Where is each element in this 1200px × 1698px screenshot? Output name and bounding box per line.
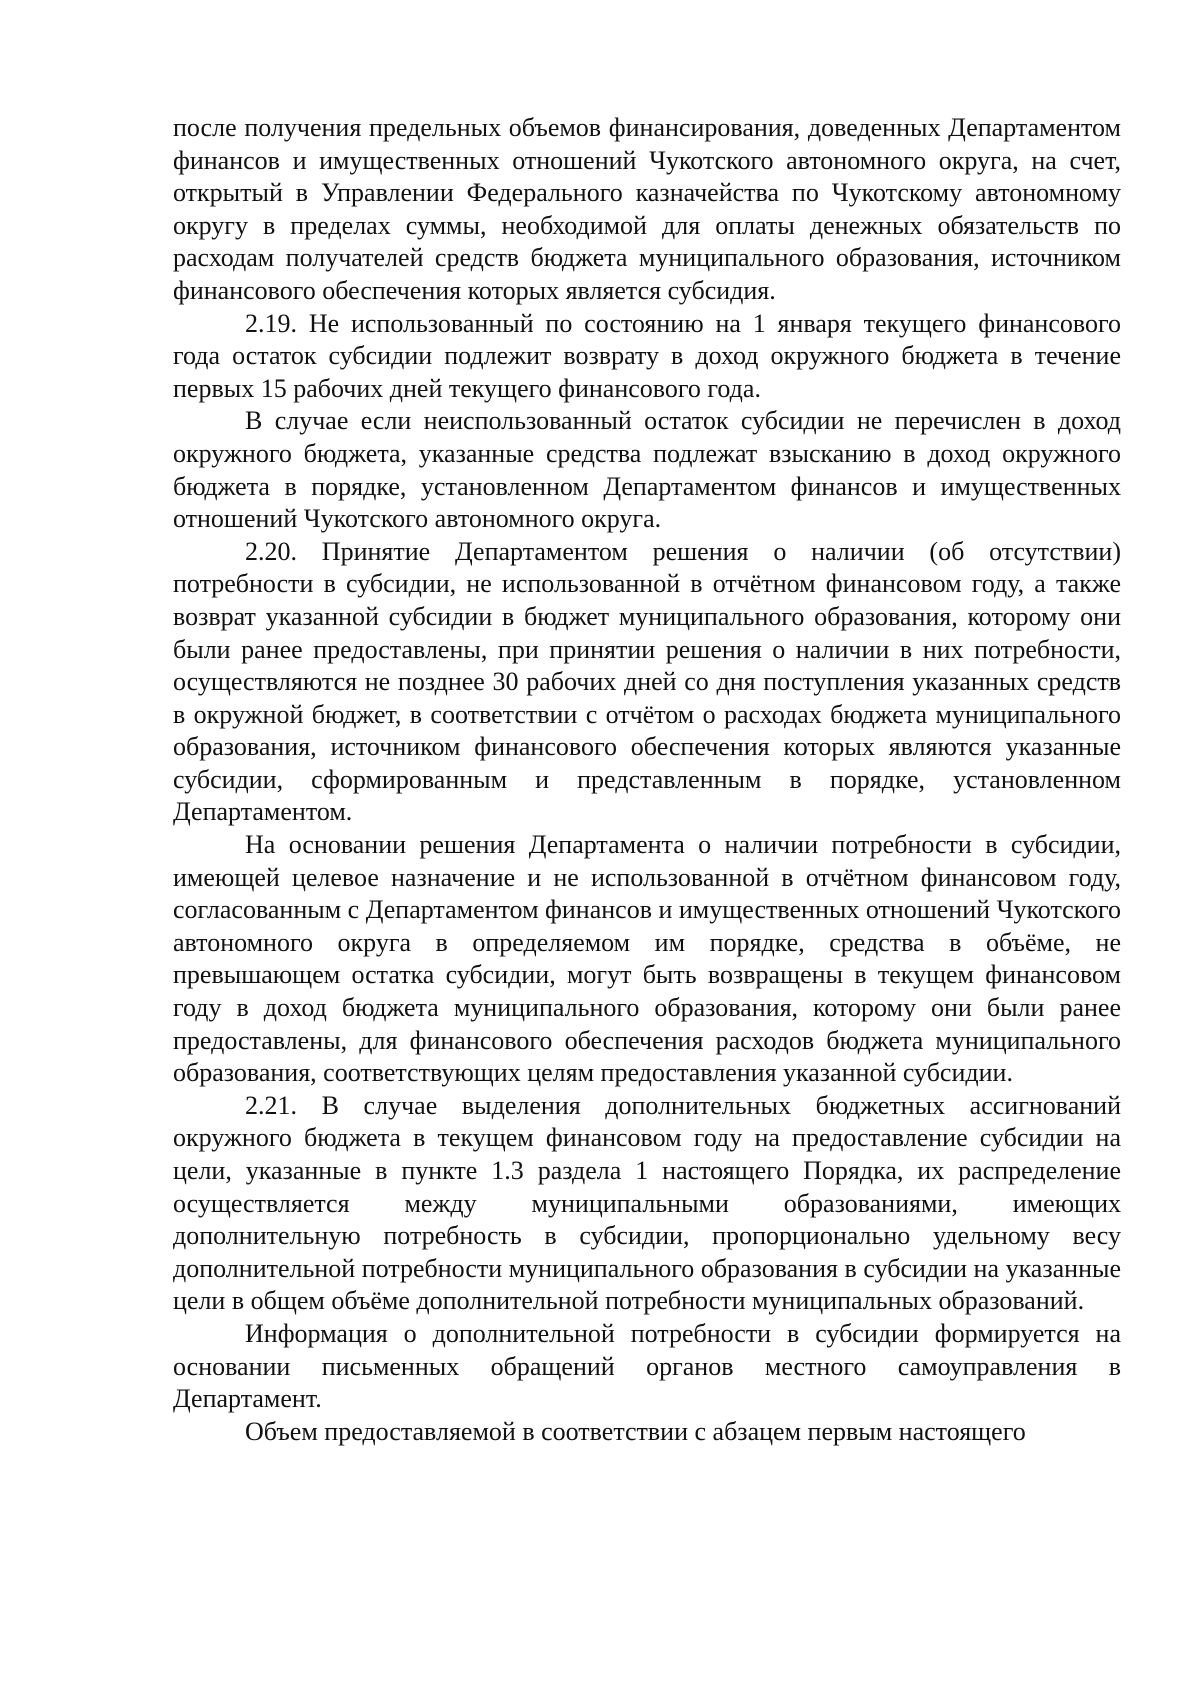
paragraph-1: после получения предельных объемов финансирования, доведенных Департаментом финансов и имущественных отношений Чукотского автономного округа, на счет, открытый в Управлении Федерального казначейства по Чукотскому автономному округу в пределах суммы, необходимой для оплаты денежных обязательств по расходам получателей средств бюджета муниципального образования, источником финансового обеспечения которых является субсидия. xyxy=(173,113,1121,305)
paragraph-7: Информация о дополнительной потребности в субсидии формируется на основании письменных обращений органов местного самоуправления в Департамент. xyxy=(173,1318,1121,1414)
paragraph-2-21: 2.21. В случае выделения дополнительных бюджетных ассигнований окружного бюджета в текущем финансовом году на предоставление субсидии на цели, указанные в пункте 1.3 раздела 1 настоящего Порядка, их распределение осуществляется между муниципальными образованиями, имеющих дополнительную потребность в субсидии, пропорционально удельному весу дополнительной потребности муниципального образования в субсидии на указанные цели в общем объёме дополнительной потребности муниципальных образований. xyxy=(173,1090,1121,1316)
paragraph-2-20: 2.20. Принятие Департаментом решения о наличии (об отсутствии) потребности в субсидии, не использованной в отчётном финансовом году, а также возврат указанной субсидии в бюджет муниципального образования, которому они были ранее предоставлены, при принятии решения о наличии в них потребности, осуществляются не позднее 30 рабочих дней со дня поступления указанных средств в окружной бюджет, в соответствии с отчётом о расходах бюджета муниципального образования, источником финансового обеспечения которых являются указанные субсидии, сформированным и представленным в порядке, установленном Департаментом. xyxy=(173,536,1121,827)
paragraph-5: На основании решения Департамента о наличии потребности в субсидии, имеющей целевое назначение и не использованной в отчётном финансовом году, согласованным с Департаментом финансов и имущественных отношений Чукотского автономного округа в определяемом им порядке, средства в объёме, не превышающем остатка субсидии, могут быть возвращены в текущем финансовом году в доход бюджета муниципального образования, которому они были ранее предоставлены, для финансового обеспечения расходов бюджета муниципального образования, соответствующих целям предоставления указанной субсидии. xyxy=(173,830,1121,1088)
paragraph-8: Объем предоставляемой в соответствии с абзацем первым настоящего xyxy=(245,1416,1026,1446)
paragraph-2-19: 2.19. Не использованный по состоянию на 1 января текущего финансового года остаток субсидии подлежит возврату в доход окружного бюджета в течение первых 15 рабочих дней текущего финансового года. xyxy=(173,308,1121,403)
document-page xyxy=(173,112,1121,1448)
paragraph-3: В случае если неиспользованный остаток субсидии не перечислен в доход окружного бюджета, указанные средства подлежат взысканию в доход окружного бюджета в порядке, установленном Департаментом финансов и имущественных отношений Чукотского автономного округа. xyxy=(173,406,1121,534)
